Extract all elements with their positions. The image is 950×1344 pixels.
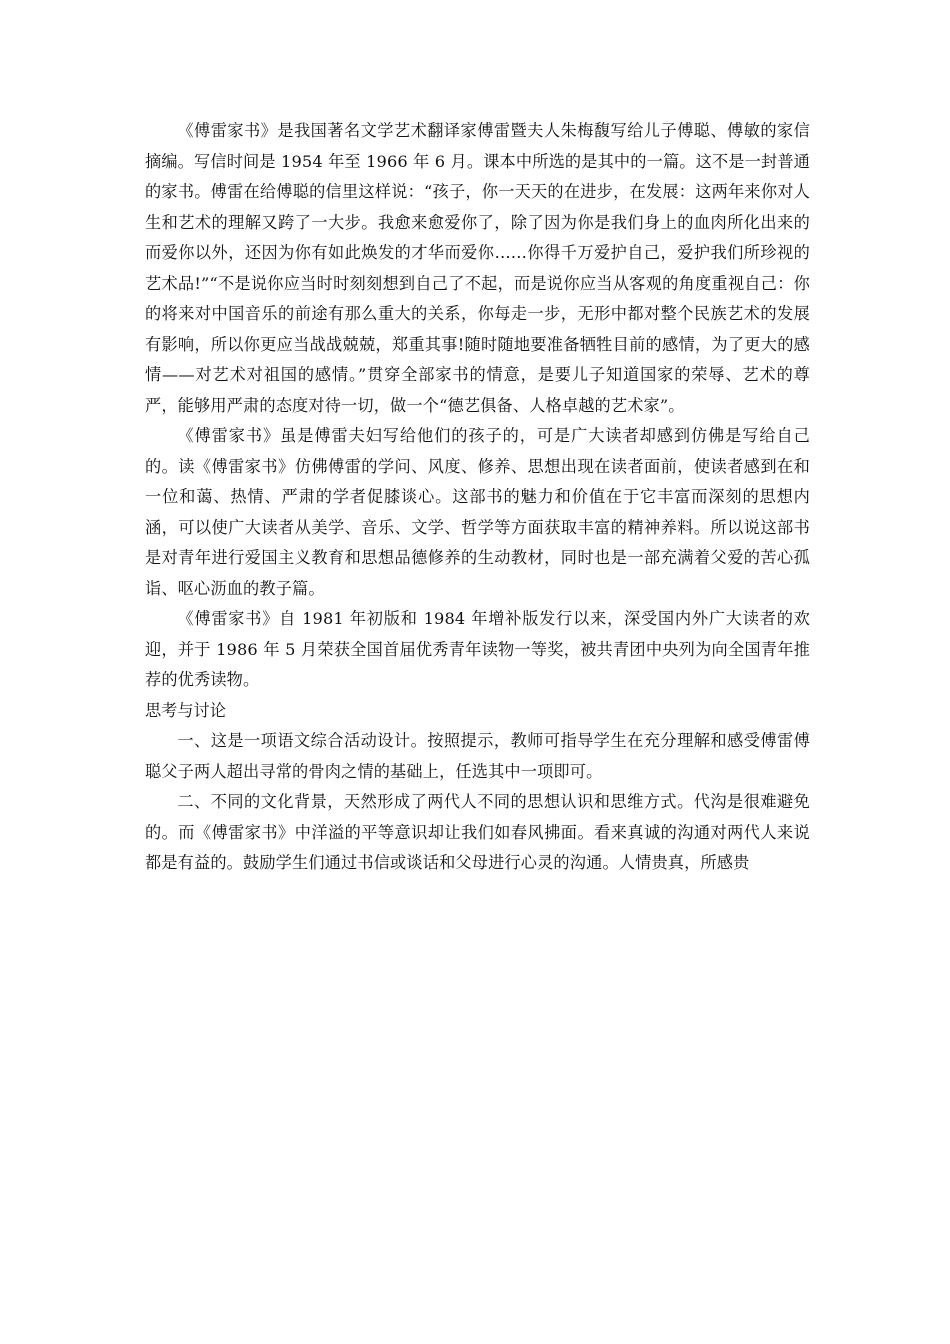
document-page	[145, 116, 810, 879]
discussion-item-2: 二、不同的文化背景，天然形成了两代人不同的思想认识和思维方式。代沟是很难避免的。而《傅雷家书》中洋溢的平等意识却让我们如春风拂面。看来真诚的沟通对两代人来说都是有益的。鼓励学生们通过书信或谈话和父母进行心灵的沟通。人情贵真，所感贵	[145, 792, 810, 872]
body-paragraph-3: 《傅雷家书》自 1981 年初版和 1984 年增补版发行以来，深受国内外广大读者的欢迎，并于 1986 年 5 月荣获全国首届优秀青年读物一等奖，被共青团中央列为向全国青年推荐的优秀读物。	[145, 609, 810, 689]
body-paragraph-2: 《傅雷家书》虽是傅雷夫妇写给他们的孩子的，可是广大读者却感到仿佛是写给自己的。读《傅雷家书》仿佛傅雷的学问、风度、修养、思想出现在读者面前，使读者感到在和一位和蔼、热情、严肃的学者促膝谈心。这部书的魅力和价值在于它丰富而深刻的思想内涵，可以使广大读者从美学、音乐、文学、哲学等方面获取丰富的精神养料。所以说这部书是对青年进行爱国主义教育和思想品德修养的生动教材，同时也是一部充满着父爱的苦心孤诣、呕心沥血的教子篇。	[145, 426, 810, 598]
body-paragraph-1: 《傅雷家书》是我国著名文学艺术翻译家傅雷暨夫人朱梅馥写给儿子傅聪、傅敏的家信摘编。写信时间是 1954 年至 1966 年 6 月。课本中所选的是其中的一篇。这不是一封普通的家书。傅雷在给傅聪的信里这样说：“孩子，你一天天的在进步，在发展：这两年来你对人生和艺术的理解又跨了一大步。我愈来愈爱你了，除了因为你是我们身上的血肉所化出来的而爱你以外，还因为你有如此焕发的才华而爱你……你得千万爱护自己，爱护我们所珍视的艺术品!”“不是说你应当时时刻刻想到自己了不起，而是说你应当从客观的角度重视自己：你的将来对中国音乐的前途有那么重大的关系，你每走一步，无形中都对整个民族艺术的发展有影响，所以你更应当战战兢兢，郑重其事!随时随地要准备牺牲目前的感情，为了更大的感情——对艺术对祖国的感情。”贯穿全部家书的情意，是要儿子知道国家的荣辱、艺术的尊严，能够用严肃的态度对待一切，做一个“德艺俱备、人格卓越的艺术家”。	[145, 121, 810, 415]
section-heading: 思考与讨论	[145, 700, 226, 720]
discussion-item-1: 一、这是一项语文综合活动设计。按照提示，教师可指导学生在充分理解和感受傅雷傅聪父子两人超出寻常的骨肉之情的基础上，任选其中一项即可。	[145, 731, 810, 781]
